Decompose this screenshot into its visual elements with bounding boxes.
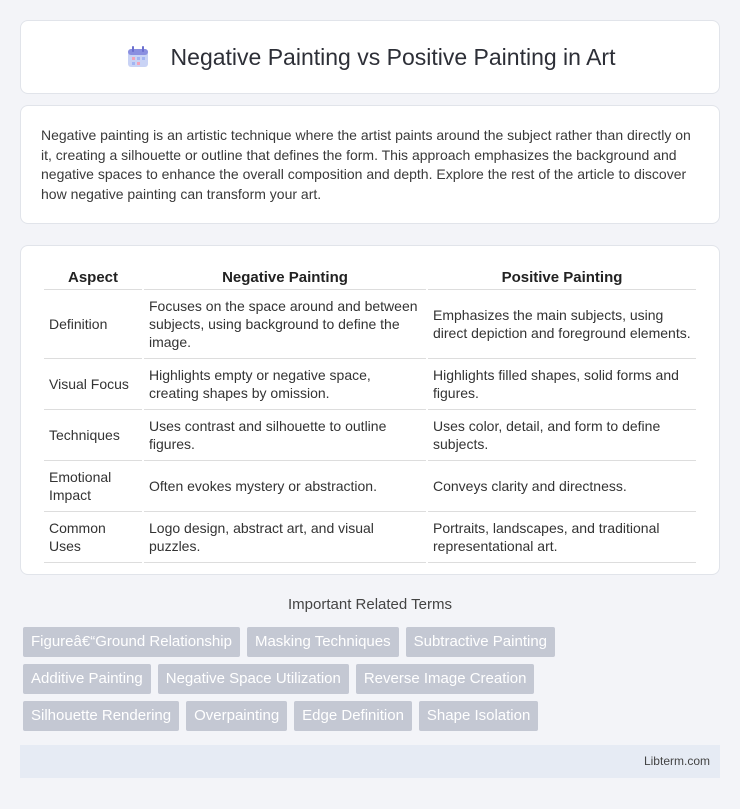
related-terms-tags <box>23 627 723 738</box>
cell-positive: Conveys clarity and directness. <box>428 461 696 512</box>
comparison-table-card <box>20 245 720 575</box>
cell-negative: Often evokes mystery or abstraction. <box>144 461 426 512</box>
table-header-row <box>44 263 696 290</box>
table-row <box>44 290 696 359</box>
table-row <box>44 359 696 410</box>
cell-negative: Highlights empty or negative space, creating shapes by omission. <box>144 359 426 410</box>
table-row <box>44 410 696 461</box>
footer <box>20 745 720 778</box>
cell-positive: Highlights filled shapes, solid forms and figures. <box>428 359 696 410</box>
tag-overpainting[interactable]: Overpainting <box>186 701 287 731</box>
tag-reverse-image-creation[interactable]: Reverse Image Creation <box>356 664 535 694</box>
cell-negative: Logo design, abstract art, and visual puzzles. <box>144 512 426 563</box>
cell-positive: Emphasizes the main subjects, using direct depiction and foreground elements. <box>428 290 696 359</box>
intro-text: Negative painting is an artistic technique where the artist paints around the subject rather than directly on it, creating a silhouette or outline that defines the form. This approach emphasizes the background and negative spaces to enhance the overall composition and depth. Explore the rest of the article to discover how negative painting can transform your art. <box>41 127 691 202</box>
cell-aspect: Techniques <box>44 410 142 461</box>
cell-aspect: Common Uses <box>44 512 142 563</box>
cell-negative: Uses contrast and silhouette to outline figures. <box>144 410 426 461</box>
calendar-icon <box>125 44 151 70</box>
tag-row <box>23 627 723 657</box>
header-aspect: Aspect <box>44 263 142 290</box>
tag-figure-ground-relationship[interactable]: Figureâ€“Ground Relationship <box>23 627 240 657</box>
tag-subtractive-painting[interactable]: Subtractive Painting <box>406 627 555 657</box>
cell-positive: Uses color, detail, and form to define subjects. <box>428 410 696 461</box>
cell-aspect: Emotional Impact <box>44 461 142 512</box>
tag-negative-space-utilization[interactable]: Negative Space Utilization <box>158 664 349 694</box>
table-row <box>44 512 696 563</box>
tag-silhouette-rendering[interactable]: Silhouette Rendering <box>23 701 179 731</box>
tag-edge-definition[interactable]: Edge Definition <box>294 701 412 731</box>
header-positive: Positive Painting <box>428 263 696 290</box>
cell-negative: Focuses on the space around and between subjects, using background to define the image. <box>144 290 426 359</box>
footer-site-link[interactable]: Libterm.com <box>643 754 710 768</box>
cell-positive: Portraits, landscapes, and traditional representational art. <box>428 512 696 563</box>
cell-aspect: Visual Focus <box>44 359 142 410</box>
tag-row <box>23 701 723 731</box>
related-terms-title: Important Related Terms <box>288 596 452 613</box>
header-negative: Negative Painting <box>144 263 426 290</box>
tag-row <box>23 664 723 694</box>
tag-additive-painting[interactable]: Additive Painting <box>23 664 151 694</box>
tag-shape-isolation[interactable]: Shape Isolation <box>419 701 538 731</box>
tag-masking-techniques[interactable]: Masking Techniques <box>247 627 399 657</box>
cell-aspect: Definition <box>44 290 142 359</box>
comparison-table <box>42 263 698 563</box>
intro-card <box>20 105 720 224</box>
title-card <box>20 20 720 94</box>
page-title: Negative Painting vs Positive Painting in Art <box>170 43 616 70</box>
table-row <box>44 461 696 512</box>
